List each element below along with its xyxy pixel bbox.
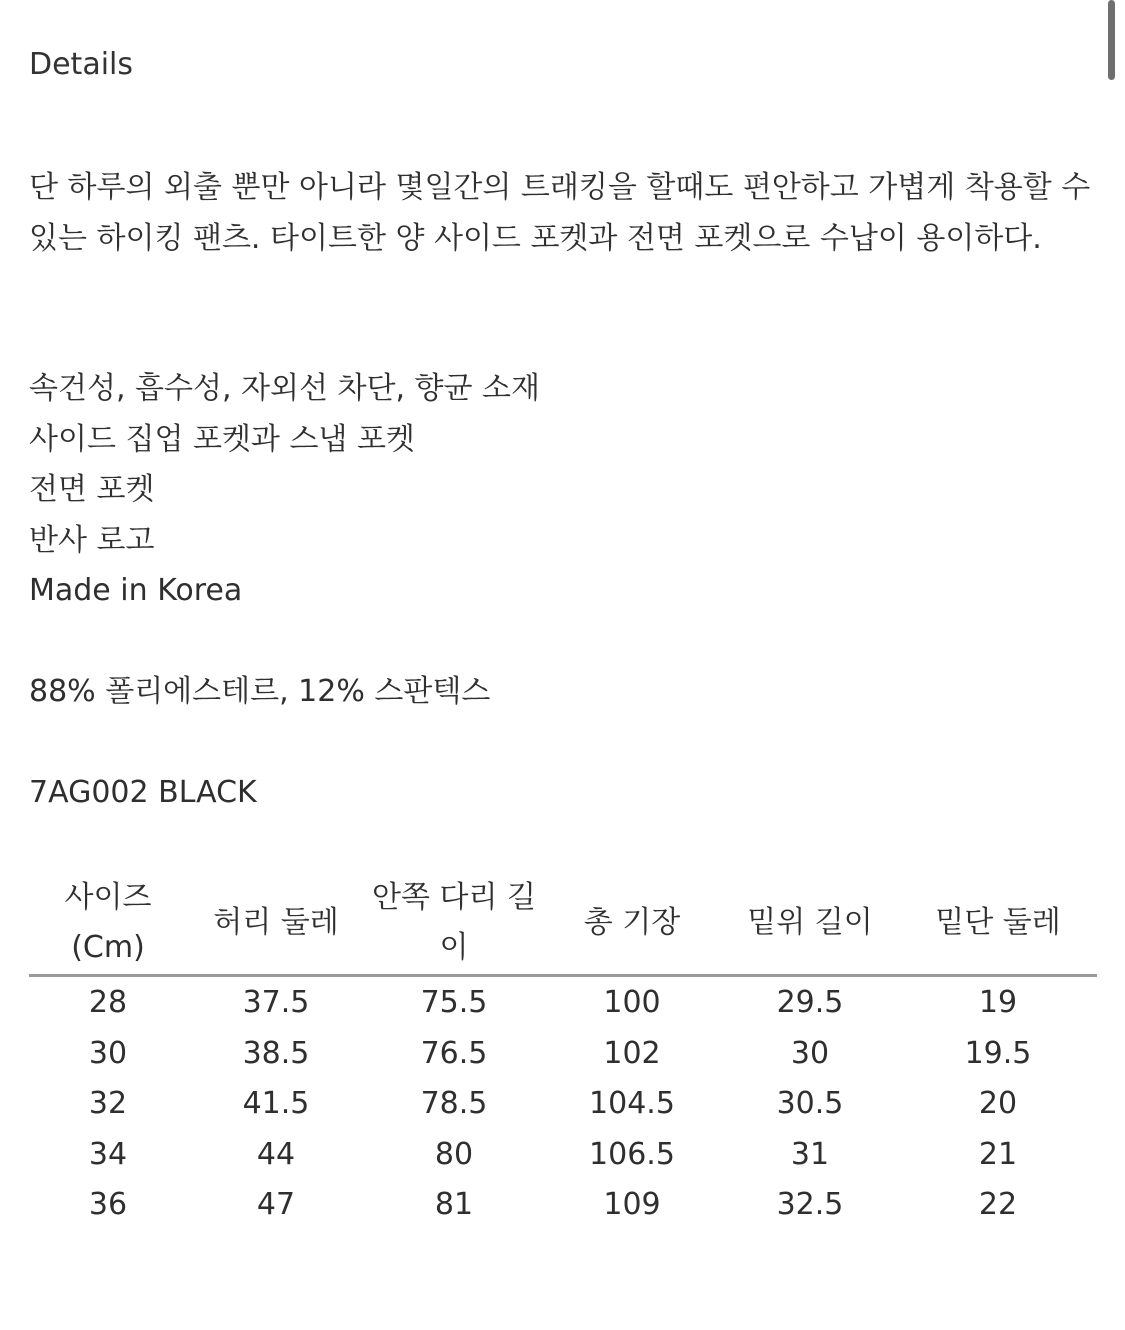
table-row	[29, 1079, 1097, 1130]
table-cell: 76.5	[420, 1035, 488, 1071]
table-cell: 19.5	[964, 1035, 1032, 1071]
size-table-header-row	[29, 872, 1097, 976]
feature-list	[29, 364, 540, 617]
table-cell: 20	[978, 1086, 1018, 1121]
header-rise: 밑위 길이	[721, 872, 899, 976]
table-row	[29, 1180, 1097, 1231]
table-cell: 32.5	[776, 1187, 844, 1222]
header-total-length: 총 기장	[543, 872, 721, 976]
table-cell: 22	[978, 1187, 1018, 1222]
feature-item: Made in Korea	[29, 573, 243, 608]
table-cell: 30	[790, 1035, 830, 1071]
table-cell: 41.5	[242, 1086, 310, 1121]
table-cell: 38.5	[242, 1035, 310, 1071]
feature-item: 반사 로고	[29, 522, 155, 558]
scrollbar-thumb[interactable]	[1108, 0, 1115, 80]
feature-item: 전면 포켓	[29, 472, 155, 507]
header-hem: 밑단 둘레	[899, 872, 1097, 976]
header-waist: 허리 둘레	[187, 872, 365, 976]
table-cell: 80	[434, 1136, 474, 1172]
table-row	[29, 1130, 1097, 1181]
product-description: 단 하루의 외출 뿐만 아니라 몇일간의 트래킹을 할때도 편안하고 가볍게 착용할 수 있는 하이킹 팬츠. 타이트한 양 사이드 포켓과 전면 포켓으로 수납이 용이하다.	[29, 170, 1091, 256]
table-cell: 19	[978, 985, 1018, 1020]
table-cell: 30	[88, 1035, 128, 1071]
material-composition: 88% 폴리에스테르, 12% 스판텍스	[29, 674, 491, 709]
feature-item: 사이드 집업 포켓과 스냅 포켓	[29, 421, 415, 457]
table-cell: 81	[434, 1187, 474, 1222]
table-cell: 21	[978, 1136, 1018, 1172]
table-cell: 32	[88, 1086, 128, 1121]
table-cell: 109	[603, 1187, 661, 1222]
header-size: 사이즈 (Cm)	[29, 872, 187, 976]
table-row	[29, 976, 1097, 1029]
header-inseam: 안쪽 다리 길이	[365, 872, 543, 976]
table-cell: 30.5	[776, 1086, 844, 1121]
size-table	[29, 872, 1097, 1231]
table-row	[29, 1029, 1097, 1080]
table-cell: 37.5	[242, 985, 310, 1020]
table-cell: 78.5	[420, 1086, 488, 1121]
section-title: Details	[29, 47, 134, 82]
table-cell: 104.5	[589, 1086, 675, 1121]
table-cell: 29.5	[776, 985, 844, 1020]
table-cell: 28	[88, 985, 128, 1020]
feature-item: 속건성, 흡수성, 자외선 차단, 향균 소재	[29, 371, 540, 406]
table-cell: 31	[790, 1136, 830, 1172]
table-cell: 44	[256, 1136, 296, 1172]
table-cell: 34	[88, 1136, 128, 1172]
table-cell: 102	[603, 1035, 661, 1071]
product-code: 7AG002 BLACK	[29, 775, 257, 810]
table-cell: 47	[256, 1187, 296, 1222]
table-cell: 106.5	[589, 1136, 675, 1172]
table-cell: 75.5	[420, 985, 488, 1020]
table-cell: 100	[603, 985, 661, 1020]
table-cell: 36	[88, 1187, 128, 1222]
